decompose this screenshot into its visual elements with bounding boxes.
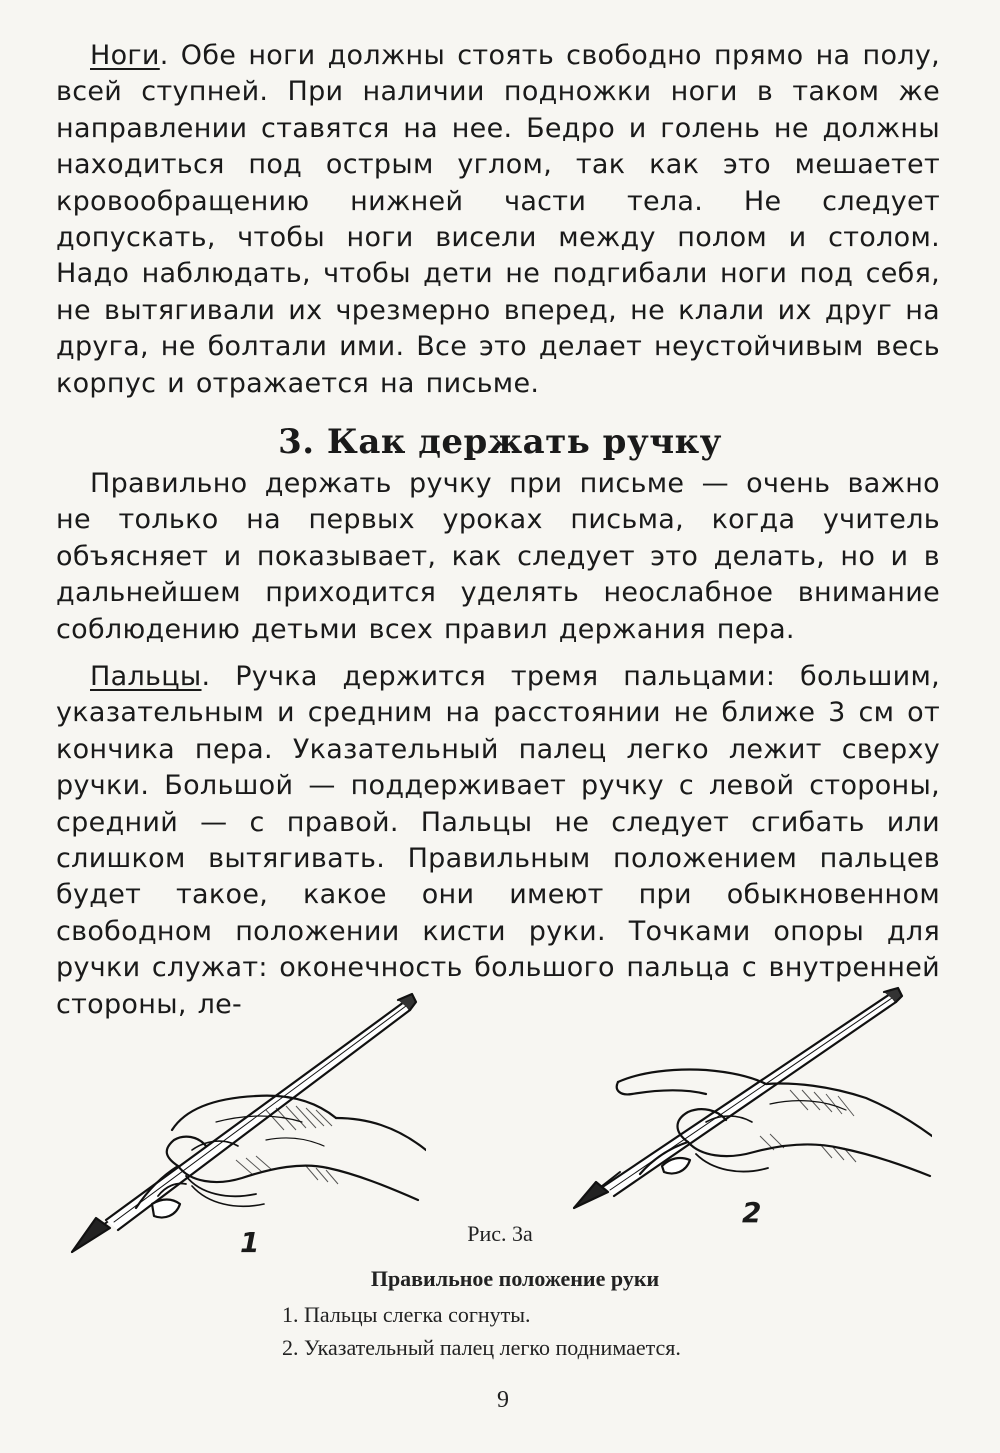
section-heading: 3. Как держать ручку xyxy=(278,422,722,462)
figure-number-2: 2 xyxy=(742,1196,762,1229)
hand-illustration-1 xyxy=(66,990,426,1260)
legs-label: Ноги xyxy=(90,40,160,71)
paragraph-legs xyxy=(56,38,940,402)
figure-notes xyxy=(282,1298,681,1364)
fingers-label: Пальцы xyxy=(90,661,202,692)
figure-number-1: 1 xyxy=(240,1226,260,1259)
figure-label: Рис. 3а xyxy=(467,1221,533,1246)
intro-text: Правильно держать ручку при письме — очень важно не только на первых уроках письма, когда учитель объясняет и показывает, как следует это делать, но и в дальнейшем приходится уделять неослабное внимание соблюдению детьми всех правил держания пера. xyxy=(56,468,940,645)
page-number: 9 xyxy=(497,1387,509,1413)
fingers-text: . Ручка держится тремя пальцами: большим, указательным и средним на расстоянии не ближе 3 см от кончика пера. Указательный палец легко лежит сверху ручки. Большой — поддерживает ручку с левой стороны, средний — с правой. Пальцы не следует сгибать или слишком вытягивать. Правильным положением пальцев будет такое, какое они имеют при обыкновенном свободном положении кисти руки. Точками опоры для ручки служат: оконечность большого пальца с внутренней стороны, ле- xyxy=(56,661,940,1020)
paragraph-fingers xyxy=(56,659,940,1023)
hand-illustration-2 xyxy=(570,986,932,1226)
legs-text: . Обе ноги должны стоять свободно прямо на полу, всей ступней. При наличии подножки ноги в таком же направлении ставятся на нее. Бедро и голень не должны находиться под острым углом, так как это мешаетет кровообращению нижней части тела. Не следует допускать, чтобы ноги висели между полом и столом. Надо наблюдать, чтобы дети не подгибали ноги под себя, не вытягивали их чрезмерно вперед, не клали их друг на друга, не болтали ими. Все это делает неустойчивым весь корпус и отражается на письме. xyxy=(56,40,940,399)
figure-note-item: 1. Пальцы слегка согнуты. xyxy=(282,1302,531,1327)
figure-note-item: 2. Указательный палец легко поднимается. xyxy=(282,1335,681,1360)
paragraph-intro xyxy=(56,466,940,648)
figure-title: Правильное положение руки xyxy=(370,1266,660,1291)
